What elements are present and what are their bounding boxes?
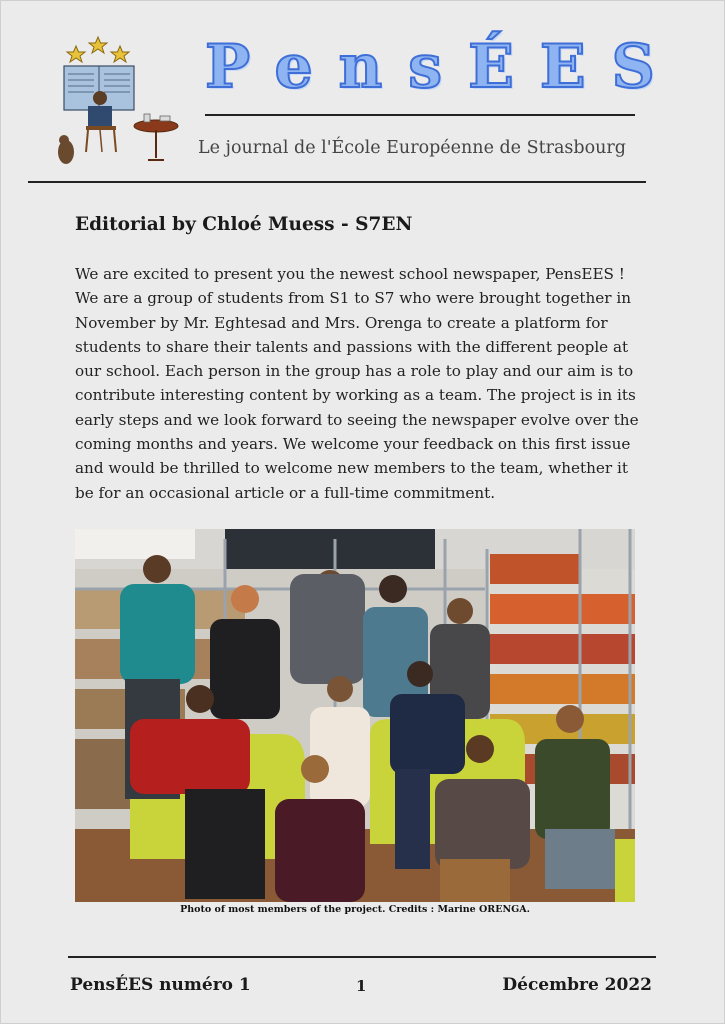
footer-date: Décembre 2022	[502, 975, 652, 995]
editorial-line: We are a group of students from S1 to S7 who were brought together in	[75, 289, 631, 308]
logo-illustration	[56, 34, 186, 169]
photo-caption: Photo of most members of the project. Credits : Marine ORENGA.	[180, 904, 530, 915]
editorial-line: and would be thrilled to welcome new members to the team, whether it	[75, 459, 628, 478]
editorial-line: November by Mr. Eghtesad and Mrs. Orenga to create a platform for	[75, 313, 608, 332]
editorial-line: be for an occasional article or a full-time commitment.	[75, 483, 496, 502]
editorial-line: contribute interesting content by working as a team. The project is in its	[75, 386, 636, 405]
editorial-line: students to share their talents and passions with the different people at	[75, 337, 629, 356]
group-photo	[75, 529, 635, 902]
masthead-subtitle: Le journal de l'École Européenne de Strasbourg	[198, 138, 626, 158]
header-divider	[28, 181, 646, 183]
editorial-line: We are excited to present you the newest school newspaper, PensEES !	[75, 265, 625, 283]
footer-issue: PensÉES numéro 1	[70, 975, 251, 995]
editorial-line: our school. Each person in the group has a role to play and our aim is to	[75, 362, 634, 381]
masthead-title: PensÉES	[205, 32, 681, 102]
footer-divider	[68, 956, 656, 958]
editorial-line: early steps and we look forward to seeing the newspaper evolve over the	[75, 410, 639, 429]
editorial-title: Editorial by Chloé Muess - S7EN	[75, 214, 413, 235]
editorial-line: coming months and years. We welcome your feedback on this first issue	[75, 435, 631, 454]
footer-page-number: 1	[356, 977, 367, 995]
editorial-body	[75, 262, 650, 505]
masthead-rule	[205, 114, 635, 116]
